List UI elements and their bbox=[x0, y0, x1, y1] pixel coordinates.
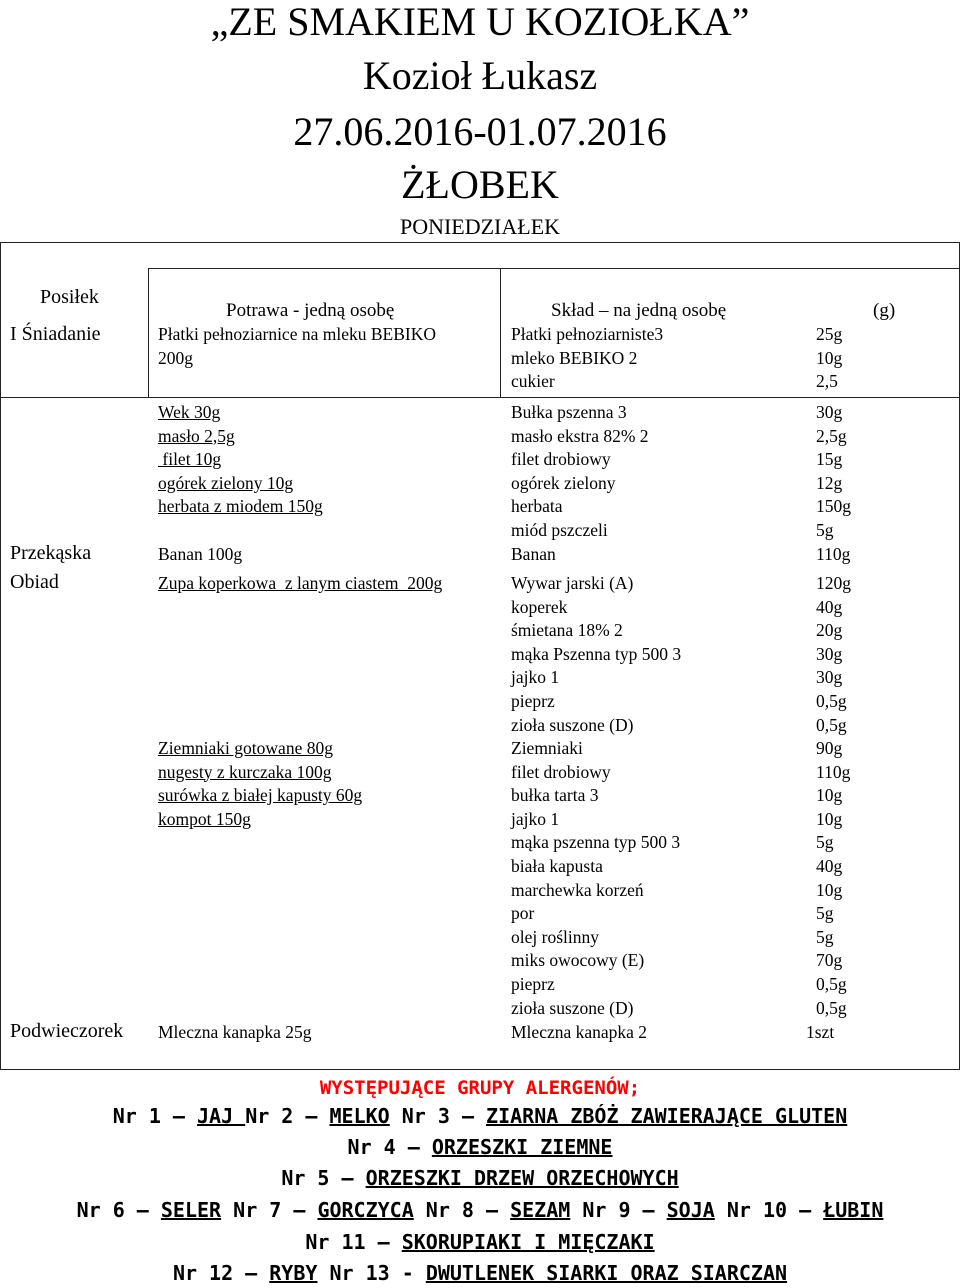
meal-breakfast: I Śniadanie bbox=[10, 323, 101, 345]
dish-line: herbata z miodem 150g bbox=[158, 496, 323, 517]
grams: 10g bbox=[816, 879, 843, 900]
grams: 90g bbox=[816, 738, 843, 758]
ingredient: miks owocowy (E) bbox=[511, 950, 645, 971]
allergen-name: RYBY bbox=[269, 1261, 318, 1285]
meal-snack: Przekąska bbox=[10, 542, 92, 564]
allergen-name: ORZESZKI DRZEW ORZECHOWYCH bbox=[365, 1166, 679, 1190]
meal-afternoon: Podwieczorek bbox=[10, 1020, 124, 1042]
grams: 30g bbox=[816, 643, 843, 664]
lunch-dish-1: Zupa koperkowa z lanym ciastem 200g bbox=[158, 573, 443, 593]
table-border-bottom bbox=[0, 1069, 960, 1070]
allergen-name: SKORUPIAKI I MIĘCZAKI bbox=[401, 1230, 655, 1254]
col-header-meal: Posiłek bbox=[40, 286, 99, 308]
ingredient: filet drobiowy bbox=[511, 761, 611, 782]
grams: 150g bbox=[816, 496, 851, 517]
allergens-title: WYSTĘPUJĄCE GRUPY ALERGENÓW; bbox=[319, 1077, 641, 1099]
grams: 2,5g bbox=[816, 425, 847, 446]
allergen-name: ŁUBIN bbox=[823, 1198, 884, 1222]
allergen-name: ORZESZKI ZIEMNE bbox=[431, 1135, 613, 1159]
day-of-week: PONIEDZIAŁEK bbox=[399, 214, 561, 239]
grams: 110g bbox=[816, 761, 851, 782]
ingredient: ogórek zielony bbox=[511, 472, 616, 493]
grams: 10g bbox=[816, 347, 843, 368]
allergen-name: GORCZYCA bbox=[317, 1198, 414, 1222]
grams: 5g bbox=[816, 519, 834, 540]
grams: 15g bbox=[816, 449, 843, 470]
breakfast-grams-2 bbox=[816, 401, 851, 543]
snack-dish: Banan 100g bbox=[158, 544, 243, 564]
allergen-number: Nr 12 – bbox=[172, 1261, 270, 1285]
allergen-line bbox=[0, 1104, 960, 1128]
grams: 70g bbox=[816, 950, 843, 971]
ingredient: mleko BEBIKO 2 bbox=[511, 347, 638, 368]
allergen-number: Nr 7 – bbox=[221, 1198, 318, 1222]
ingredient: herbata bbox=[511, 496, 563, 517]
lunch-composition-2 bbox=[511, 737, 680, 1020]
col-header-dish: Potrawa - jedną osobę bbox=[226, 300, 395, 321]
col-header-grams: (g) bbox=[873, 300, 896, 321]
ingredient: zioła suszone (D) bbox=[511, 714, 634, 735]
ingredient: pieprz bbox=[511, 690, 555, 711]
allergen-name: SOJA bbox=[666, 1198, 715, 1222]
dish-line: kompot 150g bbox=[158, 808, 251, 829]
grams: 2,5 bbox=[816, 371, 838, 392]
snack-grams: 110g bbox=[816, 544, 851, 564]
menu-title: „ZE SMAKIEM U KOZIOŁKA” bbox=[210, 0, 750, 44]
allergen-number: Nr 5 – bbox=[281, 1166, 366, 1190]
ingredient: jajko 1 bbox=[511, 667, 560, 688]
ingredient: pieprz bbox=[511, 973, 555, 994]
afternoon-dish: Mleczna kanapka 25g bbox=[158, 1022, 312, 1042]
lunch-grams-1 bbox=[816, 572, 851, 737]
ingredient: śmietana 18% 2 bbox=[511, 620, 623, 641]
table-col-divider-2 bbox=[500, 268, 501, 398]
allergen-number: Nr 11 – bbox=[305, 1230, 402, 1254]
grams: 0,5g bbox=[816, 690, 847, 711]
ingredient: bułka tarta 3 bbox=[511, 785, 599, 806]
ingredient: koperek bbox=[511, 596, 568, 617]
ingredient: jajko 1 bbox=[511, 808, 560, 829]
table-line-sub bbox=[148, 268, 960, 269]
dish-line: Wek 30g bbox=[158, 402, 221, 422]
grams: 12g bbox=[816, 472, 843, 493]
grams: 20g bbox=[816, 620, 843, 641]
allergen-number: Nr 13 - bbox=[317, 1261, 426, 1285]
allergen-line bbox=[0, 1166, 960, 1190]
allergen-number: Nr 8 – bbox=[413, 1198, 511, 1222]
dish-line: masło 2,5g bbox=[158, 425, 235, 446]
allergen-number: Nr 2 – bbox=[245, 1104, 330, 1128]
dish-line: nugesty z kurczaka 100g bbox=[158, 761, 332, 782]
grams: 25g bbox=[816, 324, 843, 344]
dish-line: 200g bbox=[158, 347, 193, 368]
grams: 0,5g bbox=[816, 997, 847, 1018]
allergen-name: SEZAM bbox=[510, 1198, 571, 1222]
allergen-name: MELKO bbox=[329, 1104, 390, 1128]
date-range: 27.06.2016-01.07.2016 bbox=[293, 109, 667, 154]
grams: 0,5g bbox=[816, 714, 847, 735]
allergen-name: ZIARNA ZBÓŻ ZAWIERAJĄCE GLUTEN bbox=[486, 1104, 848, 1128]
dish-line: ogórek zielony 10g bbox=[158, 472, 294, 493]
allergen-number: Nr 10 – bbox=[714, 1198, 824, 1222]
table-line-breakfast bbox=[0, 397, 960, 398]
allergen-number: Nr 9 – bbox=[570, 1198, 667, 1222]
ingredient: Ziemniaki bbox=[511, 738, 583, 758]
ingredient: zioła suszone (D) bbox=[511, 997, 634, 1018]
snack-composition: Banan bbox=[511, 544, 556, 564]
ingredient: marchewka korzeń bbox=[511, 879, 644, 900]
breakfast-dish-2 bbox=[158, 401, 323, 519]
ingredient: mąka pszenna typ 500 3 bbox=[511, 832, 681, 853]
facility-name: ŻŁOBEK bbox=[401, 162, 559, 207]
allergen-number: Nr 3 – bbox=[389, 1104, 487, 1128]
grams: 10g bbox=[816, 785, 843, 806]
lunch-composition-1 bbox=[511, 572, 681, 737]
ingredient: olej roślinny bbox=[511, 926, 599, 947]
grams: 0,5g bbox=[816, 973, 847, 994]
menu-table bbox=[0, 242, 960, 1070]
breakfast-composition-1 bbox=[511, 323, 663, 394]
allergen-name: SELER bbox=[160, 1198, 222, 1222]
grams: 5g bbox=[816, 832, 834, 853]
meal-lunch: Obiad bbox=[10, 571, 59, 593]
ingredient: Wywar jarski (A) bbox=[511, 573, 634, 593]
grams: 10g bbox=[816, 808, 843, 829]
col-header-composition: Skład – na jedną osobę bbox=[551, 300, 727, 321]
grams: 40g bbox=[816, 855, 843, 876]
ingredient: cukier bbox=[511, 371, 555, 392]
afternoon-composition: Mleczna kanapka 2 bbox=[511, 1022, 648, 1042]
ingredient: por bbox=[511, 903, 535, 924]
breakfast-grams-1 bbox=[816, 323, 842, 394]
breakfast-composition-2 bbox=[511, 401, 649, 543]
allergen-number: Nr 1 – bbox=[112, 1104, 198, 1128]
grams: 5g bbox=[816, 903, 834, 924]
lunch-dish-2 bbox=[158, 737, 362, 831]
grams: 30g bbox=[816, 402, 843, 422]
ingredient: biała kapusta bbox=[511, 855, 603, 876]
grams: 5g bbox=[816, 926, 834, 947]
table-col-divider-1 bbox=[148, 268, 149, 398]
caterer-name: Kozioł Łukasz bbox=[362, 53, 598, 98]
dish-line: Płatki pełnoziarnice na mleku BEBIKO bbox=[158, 324, 436, 344]
allergen-number: Nr 4 – bbox=[347, 1135, 432, 1159]
ingredient: mąka Pszenna typ 500 3 bbox=[511, 643, 682, 664]
table-border-top bbox=[0, 242, 960, 243]
allergen-name: DWUTLENEK SIARKI ORAZ SIARCZAN bbox=[425, 1261, 788, 1285]
afternoon-grams: 1szt bbox=[806, 1022, 835, 1042]
ingredient: masło ekstra 82% 2 bbox=[511, 425, 649, 446]
dish-line: surówka z białej kapusty 60g bbox=[158, 785, 363, 806]
dish-line: Ziemniaki gotowane 80g bbox=[158, 738, 333, 758]
allergen-line bbox=[0, 1230, 960, 1254]
grams: 30g bbox=[816, 667, 843, 688]
dish-line: filet 10g bbox=[158, 449, 222, 470]
allergen-line bbox=[0, 1198, 960, 1222]
table-border-left bbox=[0, 242, 1, 1070]
ingredient: filet drobiowy bbox=[511, 449, 611, 470]
lunch-grams-2 bbox=[816, 737, 850, 1020]
ingredient: Bułka pszenna 3 bbox=[511, 402, 627, 422]
grams: 40g bbox=[816, 596, 843, 617]
ingredient: miód pszczeli bbox=[511, 519, 608, 540]
allergen-number: Nr 6 – bbox=[76, 1198, 161, 1222]
allergen-name: JAJ bbox=[197, 1104, 246, 1128]
grams: 120g bbox=[816, 573, 851, 593]
allergen-line bbox=[0, 1135, 960, 1159]
allergen-line bbox=[0, 1261, 960, 1285]
breakfast-dish-1 bbox=[158, 323, 436, 370]
ingredient: Płatki pełnoziarniste3 bbox=[511, 324, 664, 344]
